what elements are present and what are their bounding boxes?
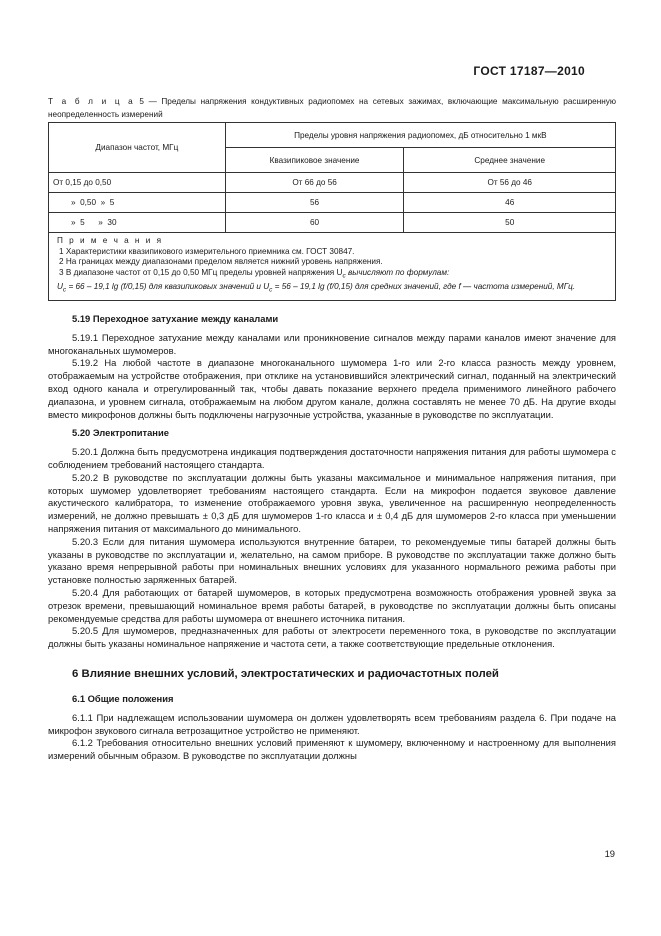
- cell-freq: » 5 » 30: [49, 213, 226, 233]
- section-6-1-title: 6.1 Общие положения: [72, 692, 174, 704]
- table-caption-prefix: Т а б л и ц а: [48, 97, 135, 106]
- cell-quasi: От 66 до 56: [225, 173, 404, 193]
- table-row: [49, 213, 616, 233]
- header-quasi-peak: Квазипиковое значение: [225, 148, 404, 173]
- header-limits: Пределы уровня напряжения радиопомех, дБ относительно 1 мкВ: [225, 123, 615, 148]
- cell-avg: 50: [404, 213, 616, 233]
- cell-freq: » 0,50 » 5: [49, 193, 226, 213]
- paragraph-6-1-2: 6.1.2 Требования относительно внешних условий применяют к шумомеру, включенному и настроенному для выполнения измерений обычным образом. В руководстве по эксплуатации должны: [48, 737, 616, 762]
- section-5-19-title: 5.19 Переходное затухание между каналами: [72, 313, 279, 324]
- paragraph-5-19-1: 5.19.1 Переходное затухание между каналами или проникновение сигналов между парами каналов имеют значение для многоканальных шумомеров.: [48, 331, 616, 356]
- cell-quasi: 60: [225, 213, 404, 233]
- paragraph-5-20-2: 5.20.2 В руководстве по эксплуатации должны быть указаны максимальное и минимальное напряжения питания, при которых шумомер удовлетворяет требованиям настоящего стандарта. Если на микрофон подается звуковое давление акустического калибратора, то изменение отображаемого уровня звука, увеличенное на расширенную неопределенность измерений, не должно превышать ± 0,3 дБ для шумомеров 1-го класса и ± 0,4 дБ для шумомеров 2-го класса при уменьшении напряжения питания от максимального до минимального.: [48, 471, 616, 534]
- paragraph-5-20-3: 5.20.3 Если для питания шумомера используются внутренние батареи, то рекомендуемые типы батарей должны быть указаны в руководстве по эксплуатации и, желательно, на самом приборе. В руководстве по эксплуатации также должно быть указано время непрерывной работы при номинальных внешних условиях для указанного нормального режима работы при установке полностью заряженных батарей.: [48, 535, 616, 586]
- limits-table: [48, 122, 616, 301]
- note-3: 3 В диапазоне частот от 0,15 до 0,50 МГц пределы уровней напряжения $U_c$ вычисляют по формулам:: [59, 267, 450, 280]
- header-freq-range: Диапазон частот, МГц: [49, 123, 226, 173]
- note-2: 2 На границах между диапазонами пределом является нижний уровень напряжения.: [59, 257, 383, 266]
- paragraph-5-19-2: 5.19.2 На любой частоте в диапазоне многоканального шумомера 1-го или 2-го класса разность между уровнем, отображаемым на устройстве отображения, при отклике на установившийся электрический сигнал, поданный на электрический вход одного канала и отрегулированный так, чтобы давать показание верхнего предела применимого линейного рабочего диапазона, и уровнем сигнала, отображаемым на любом другом канале, должна составлять не менее 70 дБ. На другие входы вместо микрофонов должны быть подключены нагрузочные устройства, указанные в руководстве по эксплуатации.: [48, 357, 616, 420]
- section-5-20-title: 5.20 Электропитание: [72, 427, 169, 439]
- table-row: [49, 193, 616, 213]
- paragraph-6-1-1: 6.1.1 При надлежащем использовании шумомера он должен удовлетворять всем требованиям раздела 6. При подаче на микрофон звукового сигнала ветрозащитное устройство не применяют.: [48, 711, 616, 736]
- paragraph-5-20-1: 5.20.1 Должна быть предусмотрена индикация подтверждения достаточности напряжения питания для работы шумомера с соблюдением требований настоящего стандарта.: [48, 446, 616, 470]
- paragraph-5-20-4: 5.20.4 Для работающих от батарей шумомеров, в которых предусмотрена возможность отображения уровней звука за отрезок времени, превышающий номинальное время работы батарей, в руководстве по эксплуатации должны быть описаны рекомендуемые средства для работы шумомера от внешнего источника питания.: [48, 586, 616, 624]
- section-6-title: 6 Влияние внешних условий, электростатических и радиочастотных полей: [72, 667, 499, 680]
- table-caption-text: 5 — Пределы напряжения кондуктивных радиопомех на сетевых зажимах, включающие максимальную расширенную неопределенность измерений: [48, 97, 616, 119]
- page-number: 19: [604, 848, 615, 859]
- cell-avg: От 56 до 46: [404, 173, 616, 193]
- notes-title: П р и м е ч а н и я: [57, 236, 164, 245]
- table-row: [49, 173, 616, 193]
- document-body: [48, 313, 616, 763]
- paragraph-5-20-5: 5.20.5 Для шумомеров, предназначенных для работы от электросети переменного тока, в руководстве по эксплуатации должны быть указаны номинальное напряжение и частота сети, а также соответствующие предельные отклонения.: [48, 625, 616, 650]
- standard-code: ГОСТ 17187—2010: [473, 64, 585, 78]
- header-average: Среднее значение: [404, 148, 616, 173]
- note-1: 1 Характеристики квазипикового измерительного приемника см. ГОСТ 30847.: [59, 246, 355, 256]
- table-notes: [49, 233, 616, 301]
- cell-quasi: 56: [225, 193, 404, 213]
- cell-freq: От 0,15 до 0,50: [49, 173, 226, 193]
- table-caption: [48, 95, 616, 121]
- cell-avg: 46: [404, 193, 616, 213]
- note-3-formula: $U_c = 66 - 19,1$ lg (f/0,15) для квазипиковых значений и $U_c = 56 - 19,1$ lg (f/0,15) для средних значений, где f — частота измерений, МГц.: [57, 281, 576, 294]
